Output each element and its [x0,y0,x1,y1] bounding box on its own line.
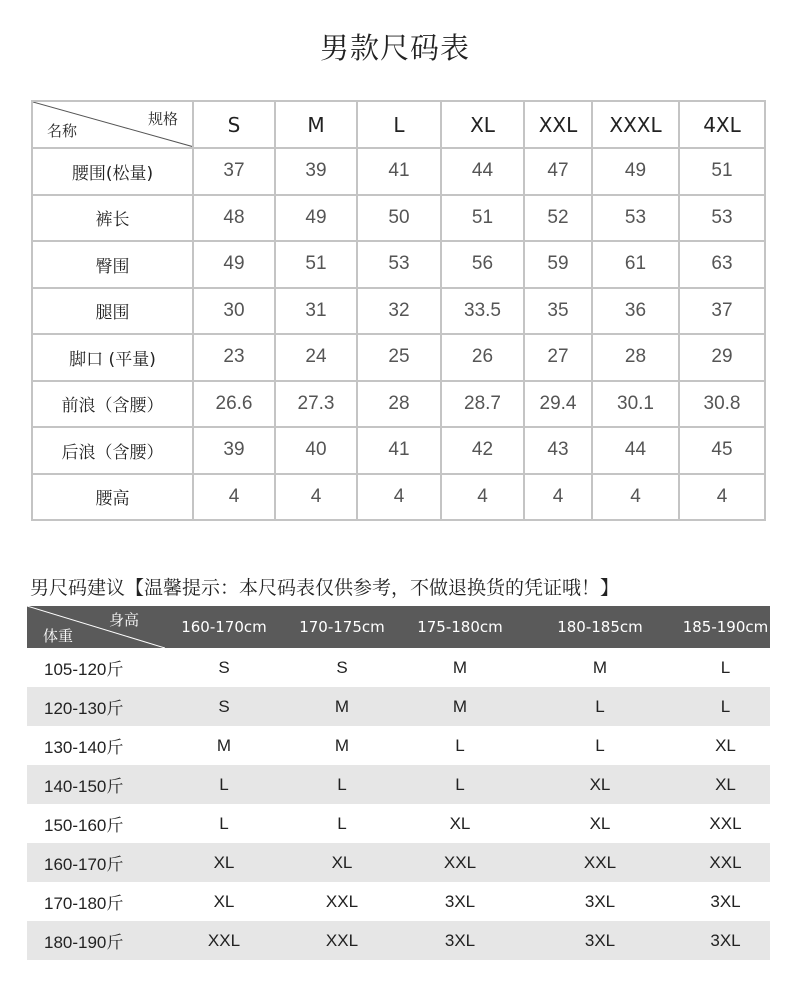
corner-label-height: 身高 [108,611,139,629]
measurement-value: 56 [441,241,524,288]
weight-range: 105-120斤 [44,660,124,679]
measurement-value: 25 [357,334,441,381]
measurement-value: 33.5 [441,288,524,335]
recommended-size: L [455,735,465,755]
recommended-size: M [334,735,350,755]
measurement-name: 脚口 (平量) [32,334,193,381]
measurement-value: 27 [524,334,592,381]
measurement-name: 臀围 [32,241,193,288]
measurement-value: 51 [275,241,357,288]
page-title: 男款尺码表 [319,31,470,65]
measurement-value: 4 [592,474,679,521]
measurement-value: 59 [524,241,592,288]
measurement-value: 41 [357,148,441,195]
measurement-value: 35 [524,288,592,335]
recommended-size: S [218,657,230,677]
measurement-value: 29 [679,334,765,381]
measurement-value: 53 [357,241,441,288]
measurement-value: 32 [357,288,441,335]
weight-range: 170-180斤 [44,894,124,913]
recommend-row [27,726,770,765]
recommended-size: S [336,657,348,677]
recommended-size: XL [283,843,401,882]
measurement-name: 后浪（含腰） [32,427,193,474]
measurement-value: 29.4 [524,381,592,428]
measurement-value: 4 [441,474,524,521]
measurement-value: 53 [679,195,765,242]
measurement-value: 31 [275,288,357,335]
corner-label-weight: 体重 [43,627,74,645]
weight-range: 120-130斤 [27,687,165,726]
size-header-xxl: XXL [524,101,592,148]
recommended-size: XL [589,813,611,833]
measurement-row [32,148,765,195]
measurement-value: 50 [357,195,441,242]
recommended-size: 3XL [584,891,616,911]
weight-range: 150-160斤 [44,816,124,835]
measurement-name: 腰围(松量) [32,148,193,195]
measurement-value: 61 [592,241,679,288]
recommended-size: XXL [519,843,681,882]
recommended-size: XXL [165,921,283,960]
recommended-size: L [337,813,347,833]
measurement-value: 53 [592,195,679,242]
height-range-header: 170-175cm [283,606,401,648]
recommended-size: L [720,657,731,677]
recommended-size: L [595,735,605,755]
measurement-value: 4 [357,474,441,521]
recommended-size: XL [715,735,736,755]
recommended-size: L [283,765,401,804]
measurement-value: 4 [275,474,357,521]
measurement-value: 40 [275,427,357,474]
measurement-value: 28 [592,334,679,381]
recommend-row [27,921,770,960]
measurement-row [32,334,765,381]
measurement-value: 51 [441,195,524,242]
measurement-value: 36 [592,288,679,335]
recommended-size: XL [449,813,471,833]
recommended-size: M [592,657,608,677]
size-header-4xl: 4XL [679,101,765,148]
recommended-size: XXL [283,921,401,960]
weight-range: 130-140斤 [44,738,124,757]
weight-range: 160-170斤 [27,843,165,882]
measurement-value: 30.1 [592,381,679,428]
measurement-value: 26.6 [193,381,275,428]
measurement-value: 49 [592,148,679,195]
recommended-size: S [165,687,283,726]
measurement-value: 37 [193,148,275,195]
height-range-header: 180-185cm [519,606,681,648]
measurement-name: 前浪（含腰） [32,381,193,428]
corner-label-spec: 规格 [147,110,178,128]
recommend-row [27,843,770,882]
measurement-value: 49 [193,241,275,288]
height-range-header: 185-190cm [681,606,770,648]
measurement-row [32,427,765,474]
recommendation-title: 男尺码建议【温馨提示：本尺码表仅供参考，不做退换货的凭证哦！】 [30,577,620,599]
recommended-size: 3XL [681,921,770,960]
recommend-row [27,648,770,687]
recommended-size: XL [681,765,770,804]
recommended-size: M [401,687,519,726]
recommended-size: M [216,735,232,755]
recommended-size: L [681,687,770,726]
recommended-size: 3XL [444,891,476,911]
weight-range: 180-190斤 [27,921,165,960]
measurement-value: 27.3 [275,381,357,428]
measurement-value: 47 [524,148,592,195]
measurement-value: 51 [679,148,765,195]
measurement-value: 28 [357,381,441,428]
recommended-size: L [219,813,229,833]
measurement-value: 42 [441,427,524,474]
measurement-value: 28.7 [441,381,524,428]
recommended-size: 3XL [519,921,681,960]
measurement-value: 48 [193,195,275,242]
measurement-value: 63 [679,241,765,288]
recommended-size: M [452,657,468,677]
recommend-header-row [27,606,770,648]
measurement-value: 4 [193,474,275,521]
size-header-l: L [357,101,441,148]
recommended-size: XXL [325,891,359,911]
measurement-row [32,288,765,335]
corner-cell [32,101,193,148]
measurement-value: 26 [441,334,524,381]
recommended-size: L [165,765,283,804]
measurement-value: 4 [524,474,592,521]
size-chart-table [31,100,766,521]
recommended-size: XXL [401,843,519,882]
recommended-size: M [283,687,401,726]
measurement-value: 52 [524,195,592,242]
recommended-size: XL [213,891,235,911]
recommended-size: 3XL [710,891,741,911]
measurement-value: 39 [193,427,275,474]
measurement-value: 41 [357,427,441,474]
measurement-row [32,195,765,242]
height-range-header: 160-170cm [165,606,283,648]
recommended-size: XXL [709,813,742,833]
recommend-row [27,765,770,804]
measurement-value: 44 [592,427,679,474]
measurement-value: 43 [524,427,592,474]
recommend-row [27,804,770,843]
measurement-row [32,241,765,288]
measurement-value: 30.8 [679,381,765,428]
size-header-m: M [275,101,357,148]
measurement-value: 49 [275,195,357,242]
size-header-xxxl: XXXL [592,101,679,148]
recommended-size: L [401,765,519,804]
measurement-value: 45 [679,427,765,474]
size-header-row [32,101,765,148]
recommended-size: XL [519,765,681,804]
recommend-row [27,687,770,726]
measurement-value: 44 [441,148,524,195]
measurement-row [32,474,765,521]
recommended-size: XL [165,843,283,882]
size-header-s: S [193,101,275,148]
corner-cell [27,606,165,648]
size-header-xl: XL [441,101,524,148]
weight-range: 140-150斤 [27,765,165,804]
measurement-value: 30 [193,288,275,335]
recommended-size: 3XL [401,921,519,960]
measurement-value: 24 [275,334,357,381]
recommended-size: XXL [681,843,770,882]
measurement-value: 37 [679,288,765,335]
measurement-name: 腰高 [32,474,193,521]
size-recommendation-table [27,606,770,960]
corner-label-name: 名称 [47,122,78,140]
measurement-value: 23 [193,334,275,381]
measurement-name: 腿围 [32,288,193,335]
measurement-value: 4 [679,474,765,521]
measurement-name: 裤长 [32,195,193,242]
recommend-row [27,882,770,921]
measurement-row [32,381,765,428]
measurement-value: 39 [275,148,357,195]
recommended-size: L [519,687,681,726]
height-range-header: 175-180cm [401,606,519,648]
